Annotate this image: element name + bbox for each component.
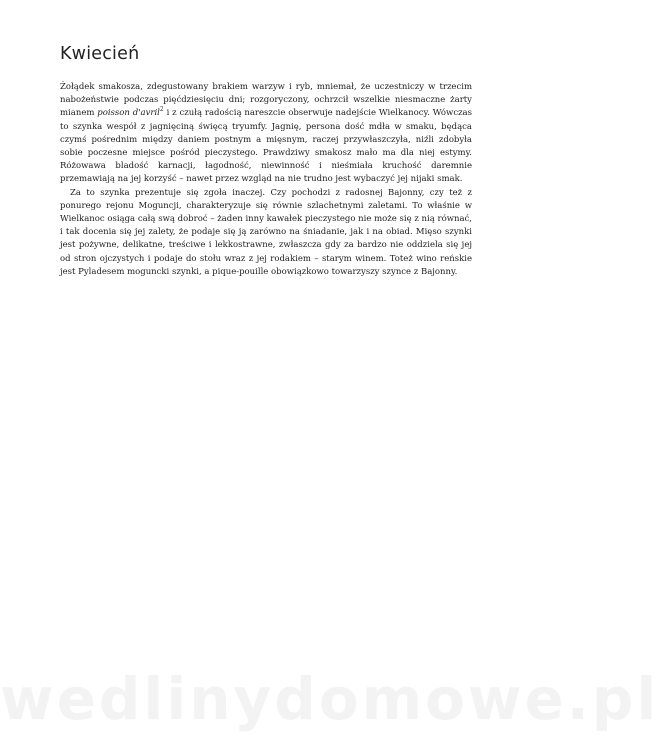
- paragraph-2: Za to szynka prezentuje się zgoła inaczej. Czy pochodzi z radosnej Bajonny, czy też z ponurego rejonu Moguncji, charakteryzuje się równie szlachetnymi zaletami. To właśnie w Wielkanoc osiąga całą swą dobroć – żaden inny kawałek pieczystego nie może się z nią równać, i tak docenia się jej zalety, że podaje się ją zarówno na śniadanie, jak i na obiad. Mięso szynki jest pożywne, delikatne, treściwe i lekkostrawne, zwłaszcza gdy za bardzo nie oddziela się jej od stron ojczystych i podaje do stołu wraz z jej rodakiem – starym winem. Toteż wino reńskie jest Pyladesem moguncki szynki, a pique-pouille obowiązkowo towarzyszy szynce z Bajonny.: [60, 187, 472, 277]
- paragraph-1: [60, 81, 472, 187]
- footnote-reference[interactable]: 2: [159, 106, 164, 114]
- chapter-heading: Kwiecień: [60, 44, 140, 64]
- french-phrase: poisson d'avril: [97, 108, 160, 119]
- body-text: [60, 81, 472, 279]
- site-watermark: wedlinydomowe.pl: [0, 665, 659, 733]
- paragraph-1-text-end: i z czułą radością nareszcie obserwuje nadejście Wielkanocy. Wówczas to szynka wespół z jagnięciną święcą tryumfy. Jagnię, persona dość mdła w smaku, będąca czymś pośrednim między daniem postnym a mięsnym, raczej przywłaszczyła, niźli zdobyła sobie poczesne miejsce pośród pieczystego. Prawdziwy smakosz mało ma dla niej estymy. Różowawa bladość karnacji, łagodność, niewinność i nieśmiała kruchość daremnie przemawiają na jej korzyść – nawet przez wzgląd na nie trudno jest wybaczyć jej nijaki smak.: [60, 108, 472, 185]
- paragraph-1-text-start: Żołądek smakosza, zdegustowany brakiem warzyw i ryb, mniemał, że uczestniczy w trzecim nabożeństwie podczas pięćdziesięciu dni; rozgoryczony, ochrzcił wszelkie niesmaczne żarty mianem: [60, 82, 472, 119]
